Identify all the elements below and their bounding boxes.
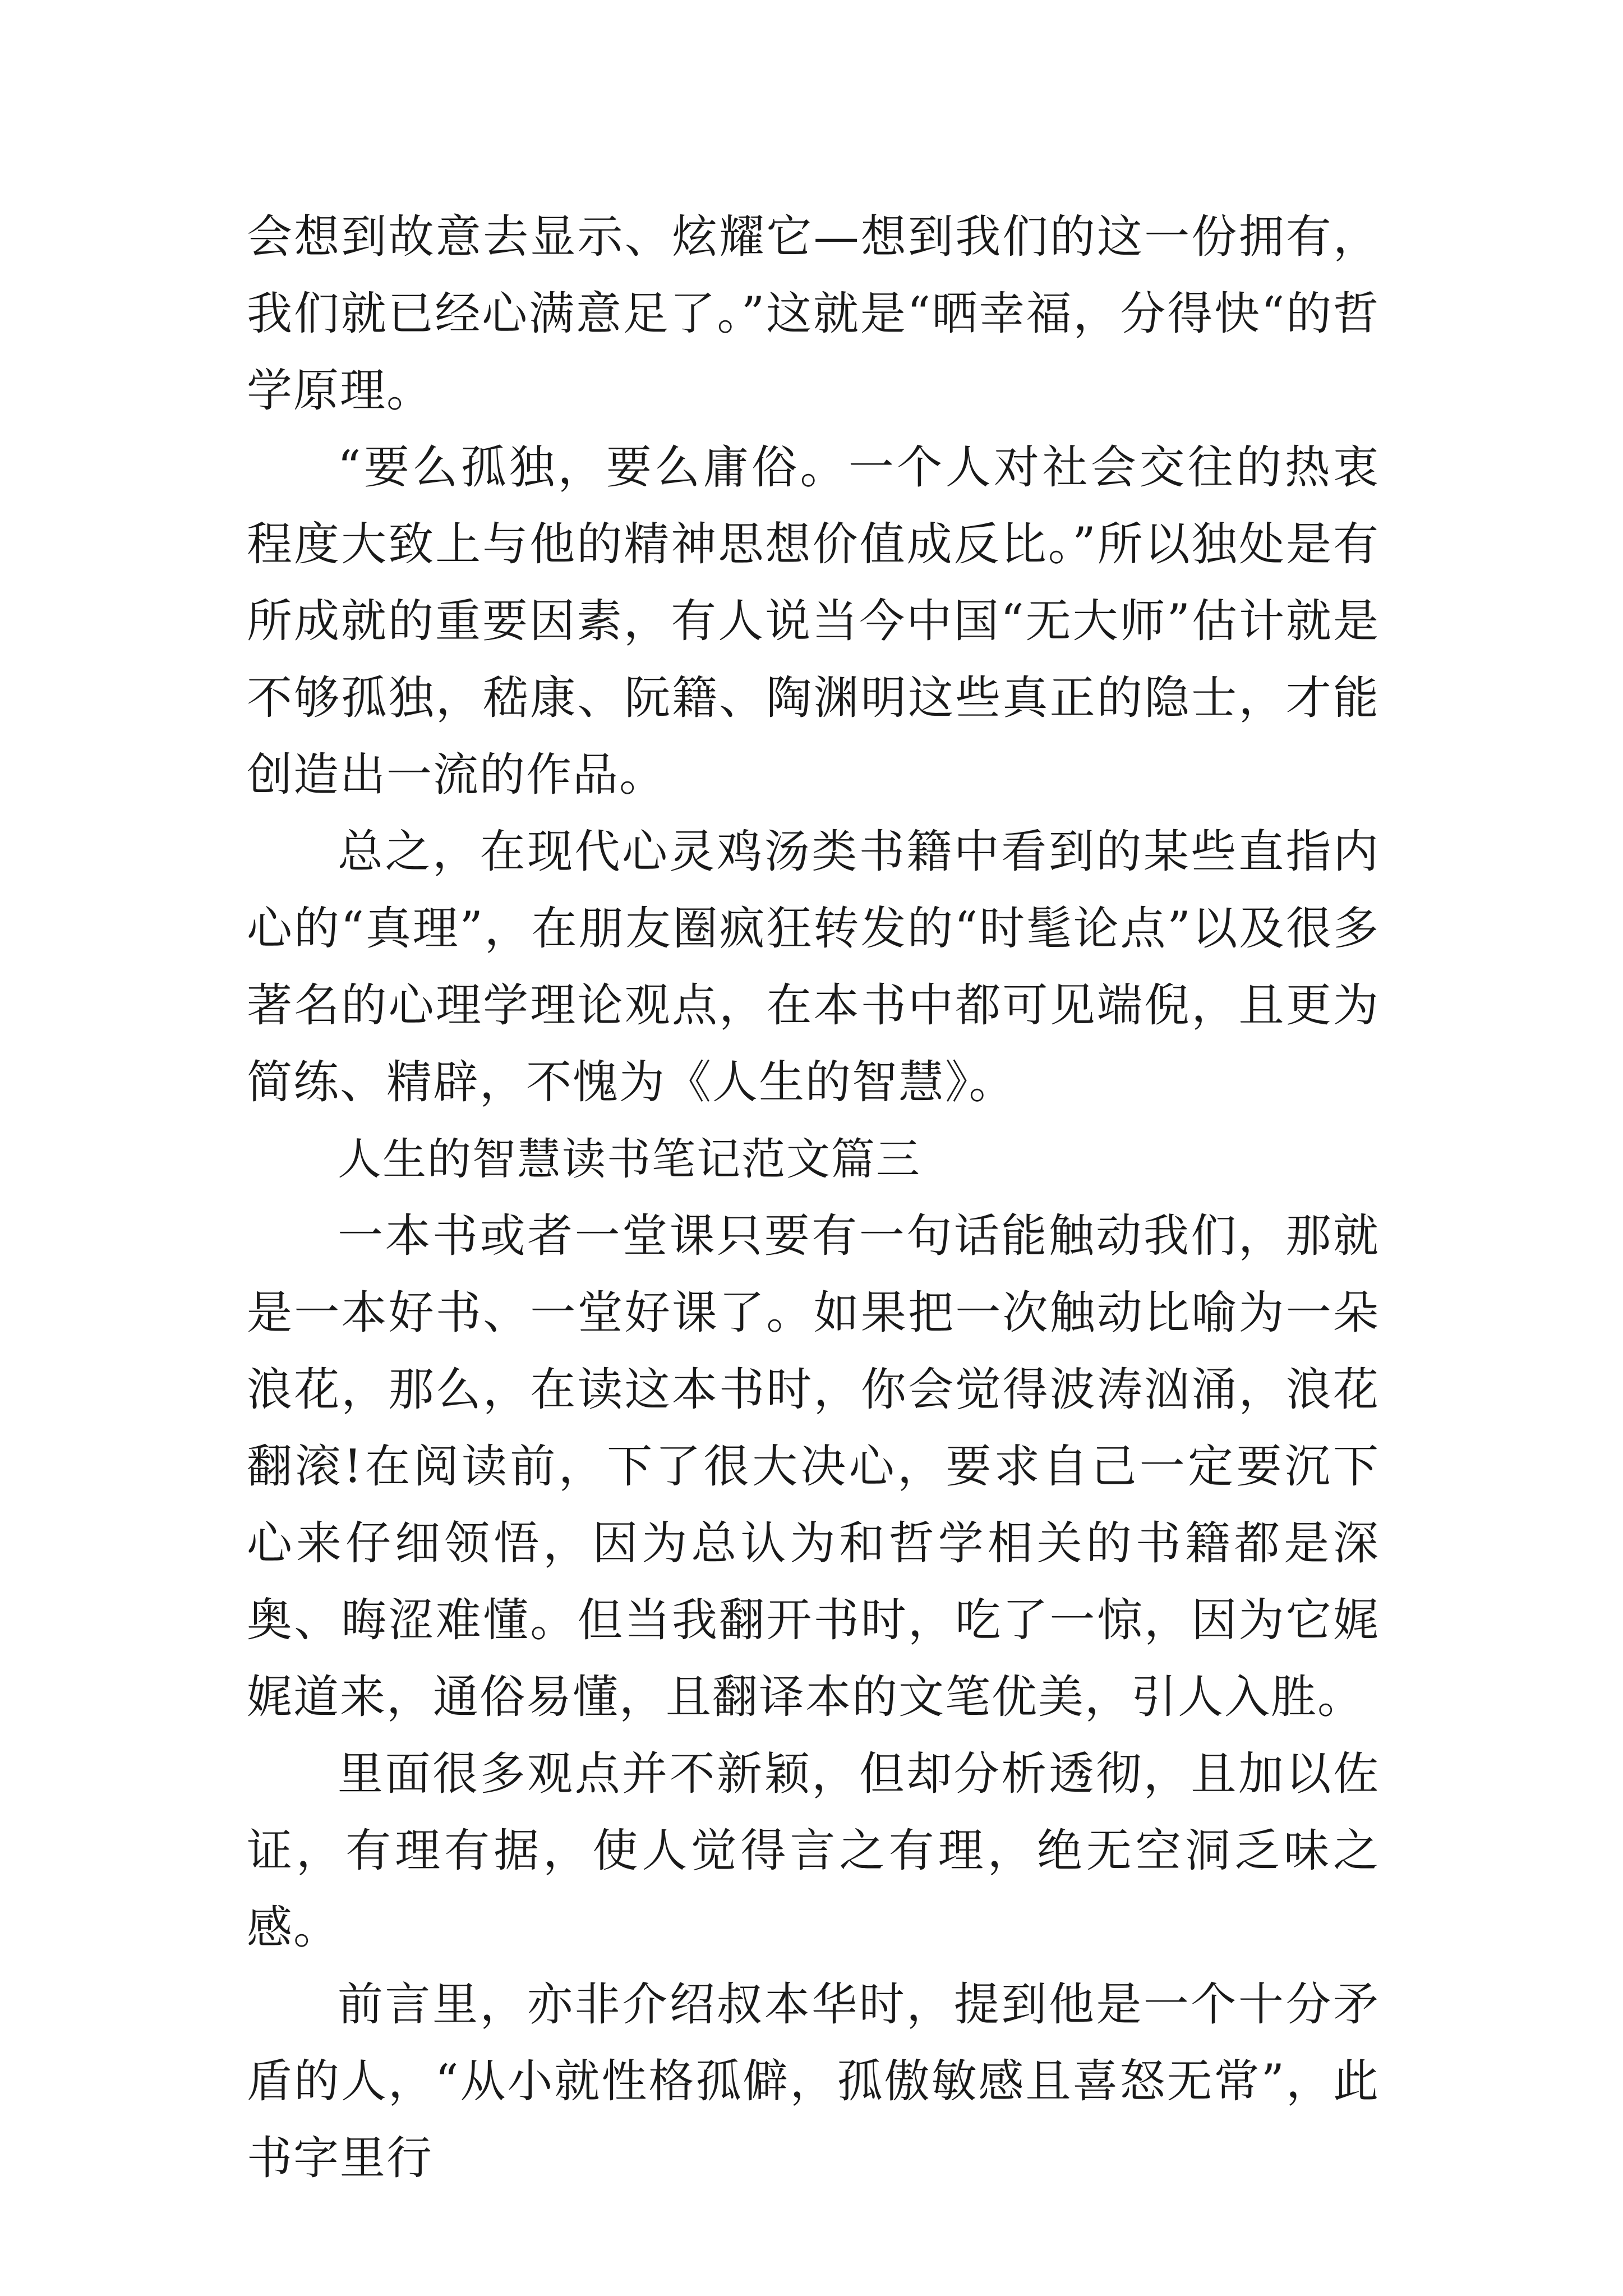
paragraph-6: 前言里，亦非介绍叔本华时，提到他是一个十分矛盾的人，“从小就性格孤僻，孤傲敏感且喜怒无常”，此书字里行 — [247, 1978, 1380, 2185]
document-body — [247, 199, 1380, 2197]
paragraph-2: “要么孤独，要么庸俗。一个人对社会交往的热衷程度大致上与他的精神思想价值成反比。”所以独处是有所成就的重要因素，有人说当今中国“无大师”估计就是不够孤独，嵇康、阮籍、陶渊明这些真正的隐士，才能创造出一流的作品。 — [247, 441, 1380, 802]
paragraph-3: 总之，在现代心灵鸡汤类书籍中看到的某些直指内心的“真理”，在朋友圈疯狂转发的“时髦论点”以及很多著名的心理学理论观点，在本书中都可见端倪，且更为简练、精辟，不愧为《人生的智慧》。 — [247, 826, 1380, 1109]
paragraph-1: 会想到故意去显示、炫耀它—想到我们的这一份拥有，我们就已经心满意足了。”这就是“晒幸福，分得快“的哲学原理。 — [247, 211, 1380, 417]
paragraph-5: 里面很多观点并不新颖，但却分析透彻，且加以佐证，有理有据，使人觉得言之有理，绝无空洞乏味之感。 — [247, 1748, 1380, 1954]
paragraph-4: 一本书或者一堂课只要有一句话能触动我们，那就是一本好书、一堂好课了。如果把一次触动比喻为一朵浪花，那么，在读这本书时，你会觉得波涛汹涌，浪花翻滚!在阅读前，下了很大决心，要求自己一定要沉下心来仔细领悟，因为总认为和哲学相关的书籍都是深奥、晦涩难懂。但当我翻开书时，吃了一惊，因为它娓娓道来，通俗易懂，且翻译本的文笔优美，引人入胜。 — [247, 1210, 1380, 1724]
section-heading: 人生的智慧读书笔记范文篇三 — [338, 1134, 921, 1185]
